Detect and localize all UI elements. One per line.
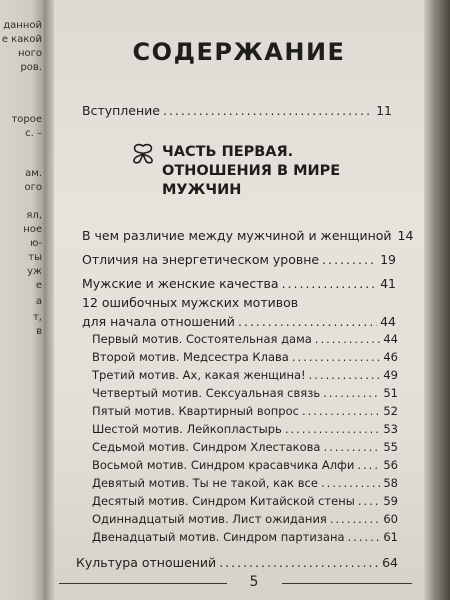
left-page-text: уж	[27, 266, 42, 277]
dot-leader	[292, 350, 381, 364]
toc-subentry[interactable]	[92, 404, 398, 418]
contents-page	[54, 0, 424, 600]
toc-entry-page: 59	[383, 494, 398, 508]
toc-entry-page: 53	[383, 422, 398, 436]
toc-entry-page: 51	[383, 386, 398, 400]
ornament-icon	[130, 143, 156, 165]
toc-entry-label: Седьмой мотив. Синдром Хлестакова	[92, 440, 321, 454]
toc-entry-page: 44	[380, 314, 396, 329]
part-heading-line: ЧАСТЬ ПЕРВАЯ.	[162, 144, 294, 160]
toc-entry-label: Десятый мотив. Синдром Китайской стены	[92, 494, 355, 508]
toc-subentry[interactable]	[92, 332, 398, 346]
page-edge-shadow	[424, 0, 450, 600]
toc-entry[interactable]	[76, 555, 398, 570]
toc-entry-page: 49	[383, 368, 398, 382]
toc-subentry[interactable]	[92, 350, 398, 364]
footer-rule-right	[282, 583, 412, 584]
toc-subentry[interactable]	[92, 494, 398, 508]
toc-entry-label: Одиннадцатый мотив. Лист ожидания	[92, 512, 327, 526]
toc-entry-label: Восьмой мотив. Синдром красавчика Алфи	[92, 458, 355, 472]
toc-entry-page: 52	[383, 404, 398, 418]
toc-entry-label: Шестой мотив. Лейкопластырь	[92, 422, 282, 436]
dot-leader	[358, 494, 381, 508]
toc-entry-page: 55	[383, 440, 398, 454]
toc-subentry[interactable]	[92, 422, 398, 436]
toc-entry-page: 61	[383, 530, 398, 544]
toc-entry-label: Четвертый мотив. Сексуальная связь	[92, 386, 321, 400]
toc-entry-page: 11	[376, 103, 392, 118]
toc-entry-label: Первый мотив. Состоятельная дама	[92, 332, 312, 346]
toc-entry-label: Культура отношений	[76, 555, 217, 570]
toc-subentry[interactable]	[92, 440, 398, 454]
dot-leader	[285, 422, 381, 436]
toc-section-heading: 12 ошибочных мужских мотивов	[82, 295, 299, 310]
left-page-text: ю-	[29, 238, 42, 249]
left-page-text: т,	[32, 312, 42, 323]
dot-leader	[238, 314, 377, 329]
toc-entry-label: Девятый мотив. Ты не такой, как все	[92, 476, 318, 490]
toc-entry-page: 41	[380, 276, 396, 291]
toc-entry-page: 44	[383, 332, 398, 346]
page-number: 5	[249, 574, 259, 590]
dot-leader	[322, 252, 377, 267]
toc-entry-page: 46	[383, 350, 398, 364]
left-page-text: ял,	[26, 210, 42, 221]
toc-subentry[interactable]	[92, 386, 398, 400]
left-page-text: а	[35, 296, 42, 307]
toc-entry-page: 58	[383, 476, 398, 490]
left-page-text: данной	[3, 20, 42, 31]
toc-entry-label: Двенадцатый мотив. Синдром партизана	[92, 530, 345, 544]
dot-leader	[219, 555, 379, 570]
dot-leader	[163, 103, 373, 118]
toc-entry[interactable]	[82, 252, 396, 267]
left-page-text: ого	[24, 182, 42, 193]
toc-entry-page: 19	[380, 252, 396, 267]
left-page-text: торое	[11, 114, 42, 125]
dot-leader	[302, 404, 380, 418]
dot-leader	[282, 276, 378, 291]
dot-leader	[315, 332, 381, 346]
toc-entry-label: Отличия на энергетическом уровне	[82, 252, 320, 267]
left-page-text: е какой	[1, 34, 42, 45]
left-page-text: в	[36, 326, 42, 337]
dot-leader	[330, 512, 381, 526]
toc-subentry[interactable]	[92, 368, 398, 382]
toc-subentry[interactable]	[92, 476, 398, 490]
part-heading-line: МУЖЧИН	[162, 182, 242, 198]
left-page-text: ам.	[25, 168, 42, 179]
toc-entry[interactable]	[82, 103, 392, 118]
toc-entry-label: Второй мотив. Медсестра Клава	[92, 350, 289, 364]
toc-entry[interactable]	[82, 276, 396, 291]
toc-subentry[interactable]	[92, 530, 398, 544]
dot-leader	[309, 368, 381, 382]
footer-rule-left	[59, 583, 227, 584]
left-page-text: ты	[28, 252, 42, 263]
toc-entry-label: В чем различие между мужчиной и женщиной	[82, 228, 392, 243]
left-page-edge	[0, 0, 46, 600]
part-heading-line: ОТНОШЕНИЯ В МИРЕ	[162, 163, 341, 179]
toc-subentry[interactable]	[92, 458, 398, 472]
toc-entry-page: 64	[382, 555, 398, 570]
toc-entry-page: 56	[383, 458, 398, 472]
dot-leader	[348, 530, 381, 544]
toc-entry-label: Вступление	[82, 103, 160, 118]
toc-entry-page: 60	[383, 512, 398, 526]
toc-entry-label: Третий мотив. Ах, какая женщина!	[92, 368, 306, 382]
dot-leader	[321, 476, 380, 490]
dot-leader	[323, 440, 380, 454]
dot-leader	[357, 458, 380, 472]
toc-subentry[interactable]	[92, 512, 398, 526]
dot-leader	[323, 386, 380, 400]
toc-entry[interactable]	[82, 228, 414, 243]
page-title: СОДЕРЖАНИЕ	[132, 38, 346, 66]
left-page-text: е	[35, 280, 42, 291]
left-page-text: ров.	[20, 62, 42, 73]
left-page-text: ное	[23, 224, 42, 235]
toc-entry-page: 14	[397, 228, 414, 243]
toc-entry-label: Мужские и женские качества	[82, 276, 279, 291]
left-page-text: ного	[17, 48, 42, 59]
part-heading	[162, 143, 402, 200]
toc-entry[interactable]	[82, 314, 396, 329]
left-page-text: с. –	[25, 128, 42, 139]
toc-entry-label: Пятый мотив. Квартирный вопрос	[92, 404, 299, 418]
toc-entry-label: для начала отношений	[82, 314, 235, 329]
